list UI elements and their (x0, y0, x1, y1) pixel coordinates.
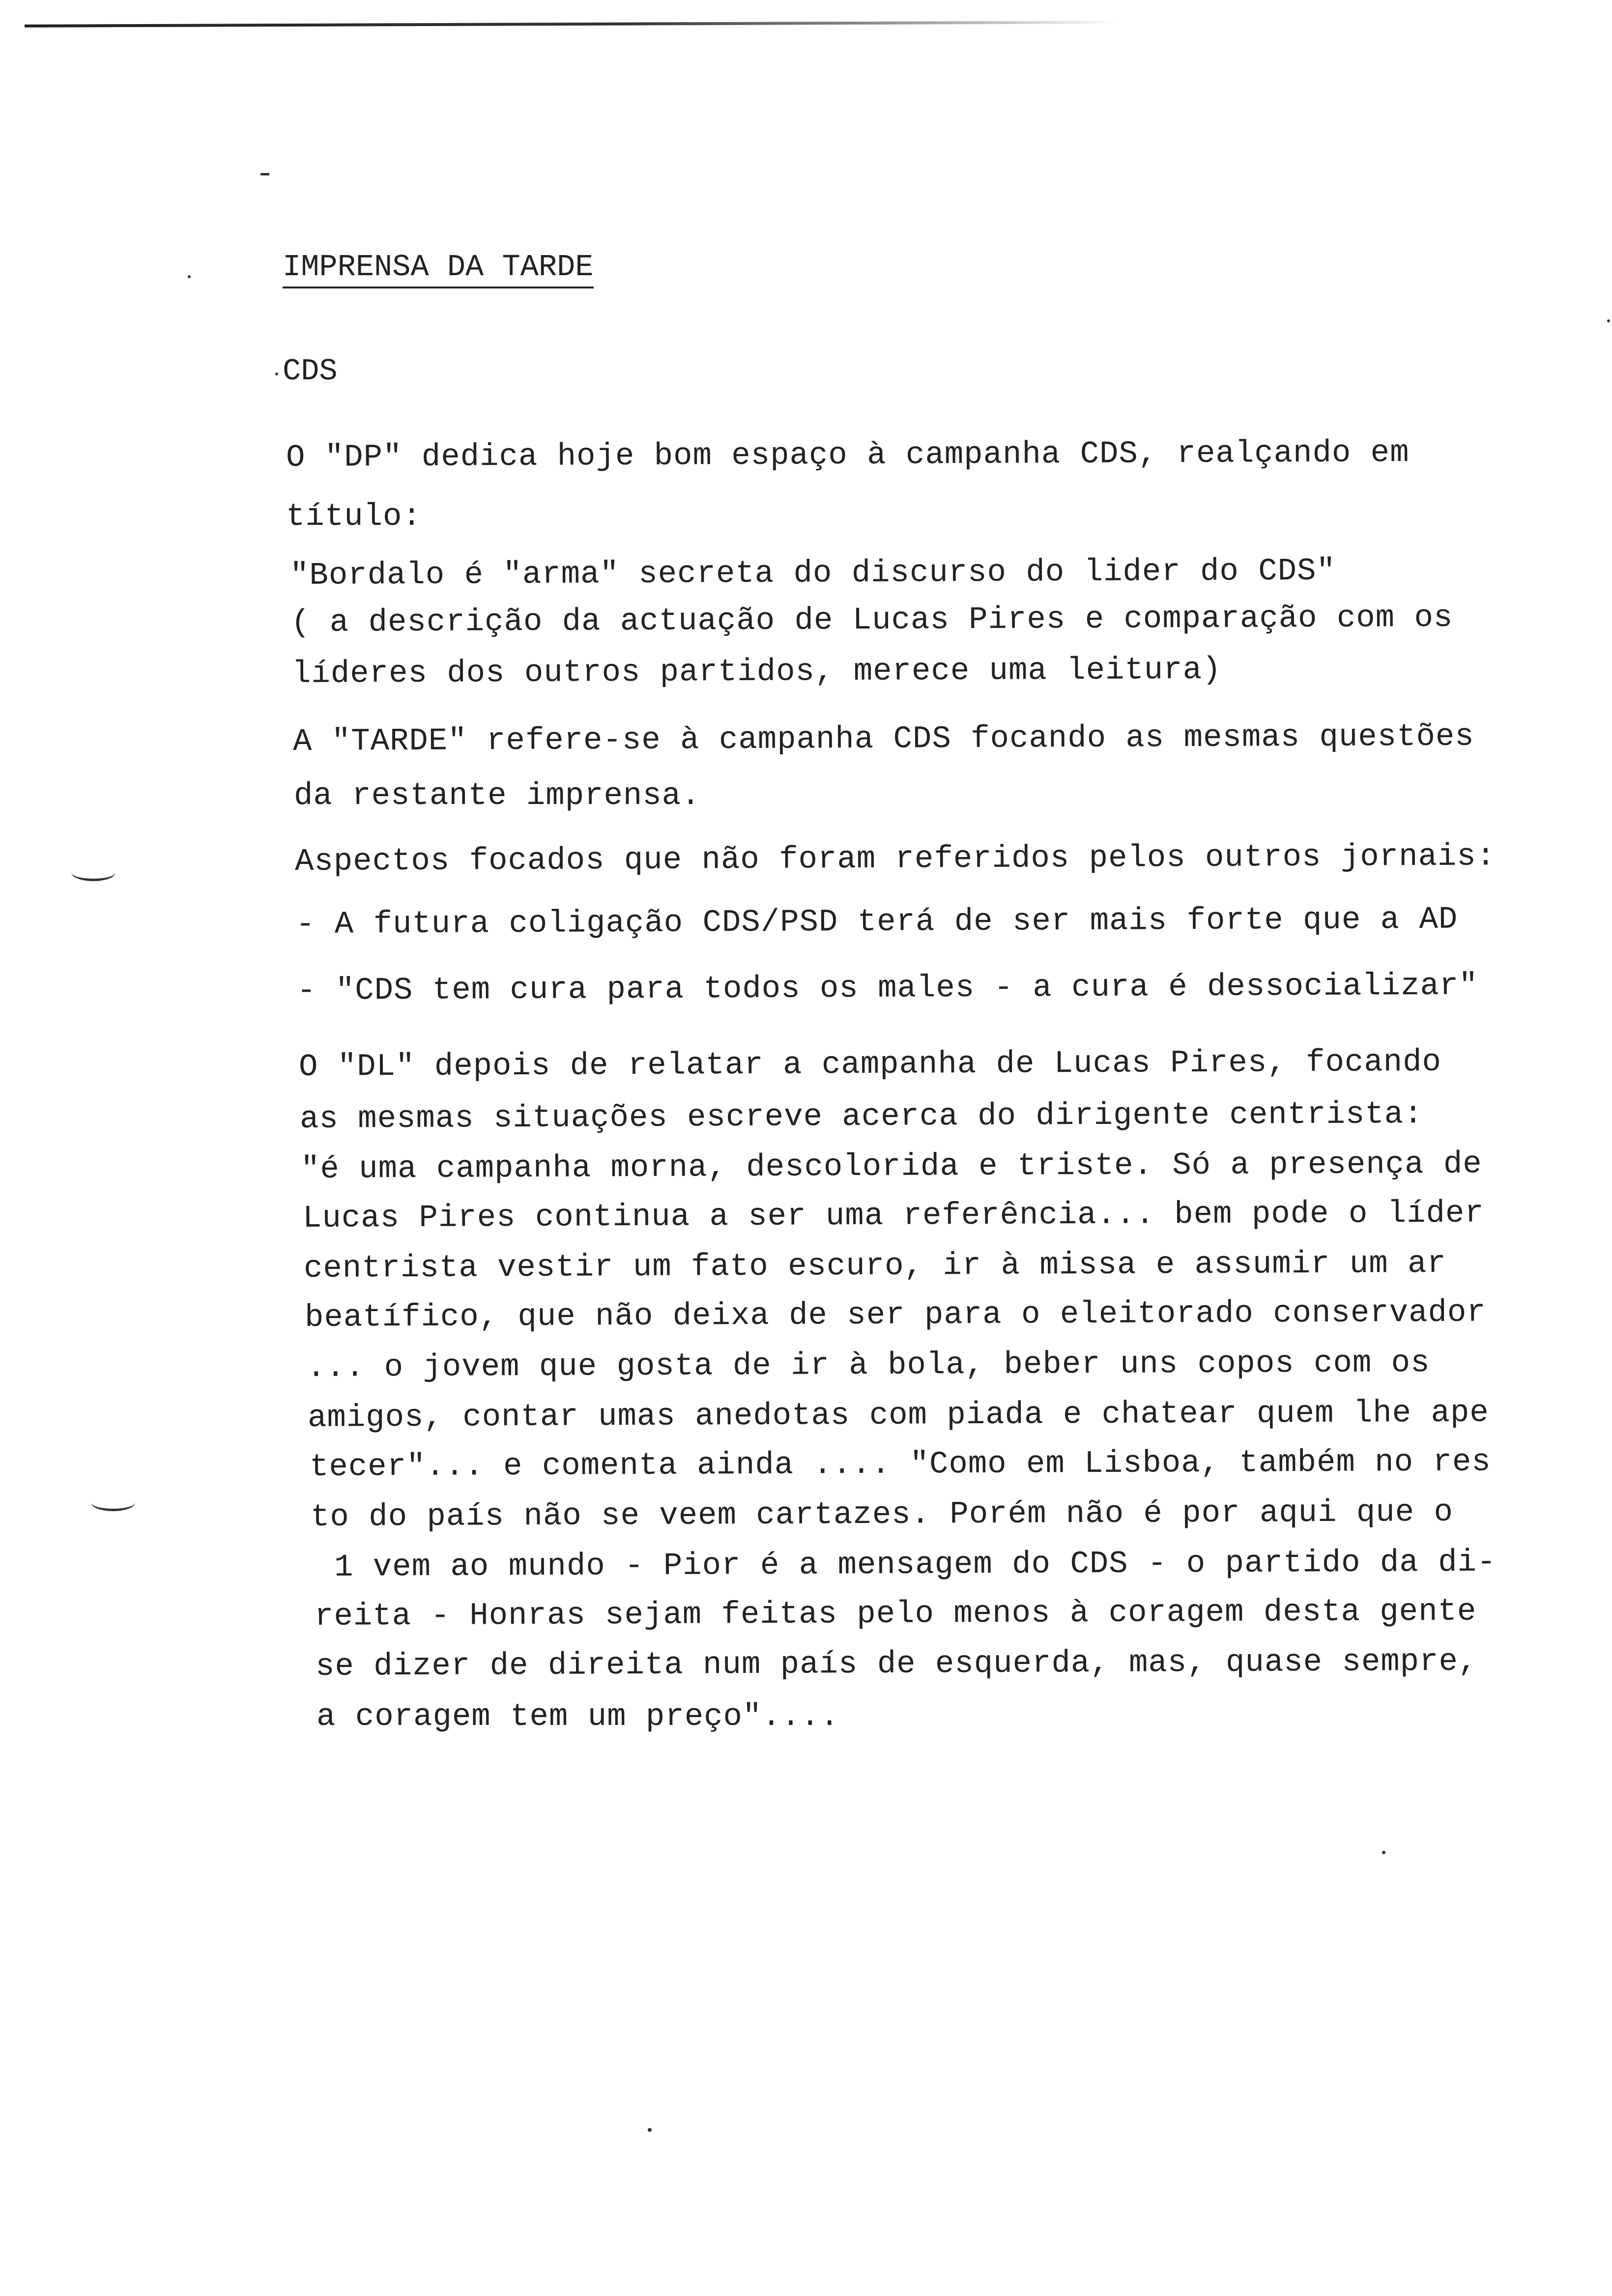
top-rule (25, 21, 1121, 28)
text-line: a coragem tem um preço".... (317, 1699, 839, 1735)
text-line: beatífico, que não deixa de ser para o eleitorado conservador (304, 1295, 1486, 1336)
document-heading: IMPRENSA DA TARDE (283, 250, 594, 288)
bullet-dot (275, 373, 278, 375)
text-line: amigos, contar umas anedotas com piada e chatear quem lhe ape (307, 1395, 1489, 1436)
text-line: centrista vestir um fato escuro, ir à missa e assumir um ar (303, 1246, 1447, 1287)
text-line: título: (286, 499, 422, 535)
punch-hole-mark (91, 1494, 135, 1511)
text-line: Aspectos focados que não foram referidos pelos outros jornais: (294, 839, 1496, 880)
text-line: líderes dos outros partidos, merece uma leitura) (291, 652, 1222, 692)
section-title: CDS (283, 354, 338, 389)
text-line: 1 vem ao mundo - Pior é a mensagem do CDS - o partido da di- (334, 1545, 1497, 1585)
speck (1607, 319, 1610, 322)
punch-hole-mark (71, 864, 115, 881)
speck (188, 275, 191, 278)
text-line: da restante imprensa. (294, 778, 701, 814)
text-line: ( a descrição da actuação de Lucas Pires e comparação com os (290, 600, 1453, 641)
text-line: to do país não se veem cartazes. Porém não é por aqui que o (310, 1494, 1454, 1535)
text-line: - A futura coligação CDS/PSD terá de ser mais forte que a AD (295, 902, 1458, 943)
text-line: A "TARDE" refere-se à campanha CDS focando as mesmas questões (292, 719, 1474, 760)
text-line: - "CDS tem cura para todos os males - a cura é dessocializar" (296, 968, 1478, 1009)
text-line: tecer"... e comenta ainda .... "Como em Lisboa, também no res (309, 1444, 1491, 1485)
margin-mark (260, 173, 269, 175)
text-line: Lucas Pires continua a ser uma referência... bem pode o líder (302, 1196, 1484, 1236)
text-line: "é uma campanha morna, descolorida e triste. Só a presença de (300, 1147, 1482, 1187)
text-line: reita - Honras sejam feitas pelo menos à coragem desta gente (314, 1594, 1477, 1635)
text-line: ... o jovem que gosta de ir à bola, beber uns copos com os (306, 1346, 1430, 1386)
text-line: "Bordalo é "arma" secreta do discurso do lider do CDS" (289, 553, 1336, 594)
text-line: O "DP" dedica hoje bom espaço à campanha CDS, realçando em (286, 435, 1410, 476)
text-line: O "DL" depois de relatar a campanha de Lucas Pires, focando (298, 1044, 1442, 1085)
speck (648, 2128, 652, 2132)
text-line: se dizer de direita num país de esquerda, mas, quase sempre, (315, 1644, 1478, 1685)
text-line: as mesmas situações escreve acerca do dirigente centrista: (299, 1097, 1423, 1137)
speck (1382, 1851, 1385, 1854)
